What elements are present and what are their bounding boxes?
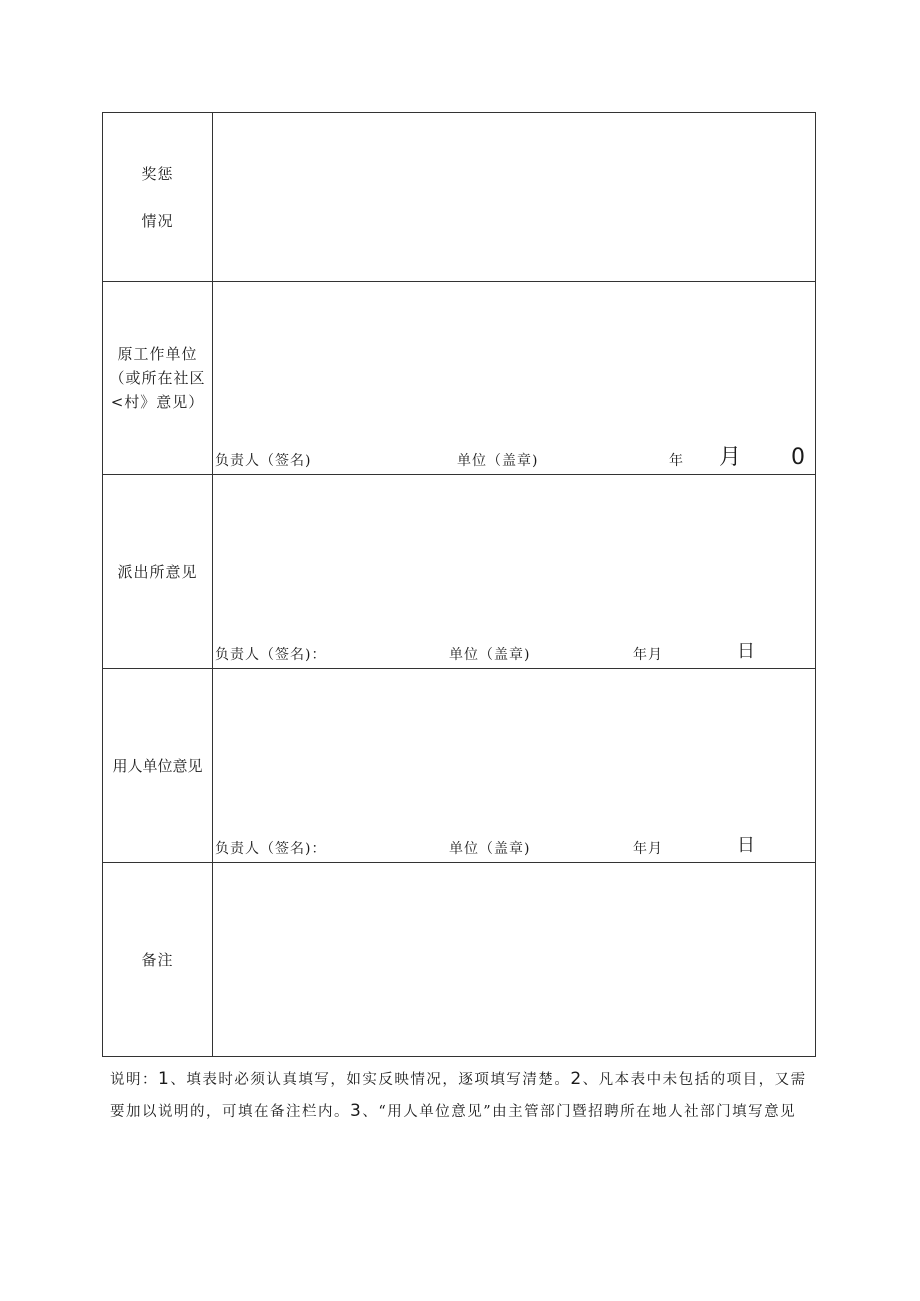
label-prev-unit-line2: （或所在社区 xyxy=(109,369,206,387)
prev-unit-signature-row xyxy=(213,446,815,470)
awards-content-field[interactable] xyxy=(213,113,816,282)
police-signature-row xyxy=(213,640,815,664)
note-text-3: 、“用人单位意见”由主管部门暨招聘所在地人社部门填写意见 xyxy=(362,1104,797,1120)
employer-sig-year-month: 年月 xyxy=(633,841,663,857)
prev-unit-sig-day: 0 xyxy=(791,445,806,470)
instructions-note xyxy=(110,1064,810,1128)
note-text-2: 、凡本表中未包括的项目，又需要加以说明的，可填在备注栏内。 xyxy=(110,1072,807,1120)
row-awards xyxy=(103,113,816,282)
label-employer: 用人单位意见 xyxy=(103,669,213,863)
row-remarks xyxy=(103,863,816,1057)
employer-content-field[interactable] xyxy=(213,669,816,863)
label-awards-line1: 奖惩 xyxy=(141,164,174,183)
label-prev-unit-line3: <村》意见） xyxy=(110,393,205,411)
label-awards-line2: 情况 xyxy=(141,211,174,230)
label-prev-unit-line1: 原工作单位 xyxy=(117,345,198,363)
police-content-field[interactable] xyxy=(213,475,816,669)
label-remarks: 备注 xyxy=(103,863,213,1057)
note-num-3: 3 xyxy=(350,1101,363,1121)
row-employer xyxy=(103,669,816,863)
remarks-content-field[interactable] xyxy=(213,863,816,1057)
label-awards xyxy=(103,113,213,282)
police-sig-year-month: 年月 xyxy=(633,647,663,663)
employer-signature-row xyxy=(213,834,815,858)
employer-sig-person: 负责人（签名)： xyxy=(215,841,327,857)
prev-unit-sig-month: 月 xyxy=(719,445,743,470)
prev-unit-content-field[interactable] xyxy=(213,282,816,475)
note-num-2: 2 xyxy=(570,1069,583,1089)
row-prev-unit xyxy=(103,282,816,475)
application-form-table xyxy=(102,112,816,1057)
prev-unit-sig-year: 年 xyxy=(669,453,684,469)
label-prev-unit xyxy=(103,282,213,475)
prev-unit-sig-unit: 单位（盖章) xyxy=(457,453,539,469)
prev-unit-sig-person: 负责人（签名) xyxy=(215,453,312,469)
employer-sig-unit: 单位（盖章) xyxy=(449,841,531,857)
note-prefix: 说明： xyxy=(110,1072,158,1088)
employer-sig-day: 日 xyxy=(737,835,756,856)
police-sig-day: 日 xyxy=(737,641,756,662)
label-police: 派出所意见 xyxy=(103,475,213,669)
note-num-1: 1 xyxy=(158,1069,171,1089)
row-police xyxy=(103,475,816,669)
police-sig-person: 负责人（签名)： xyxy=(215,647,327,663)
note-text-1: 、填表时必须认真填写，如实反映情况，逐项填写清楚。 xyxy=(170,1072,571,1088)
police-sig-unit: 单位（盖章) xyxy=(449,647,531,663)
